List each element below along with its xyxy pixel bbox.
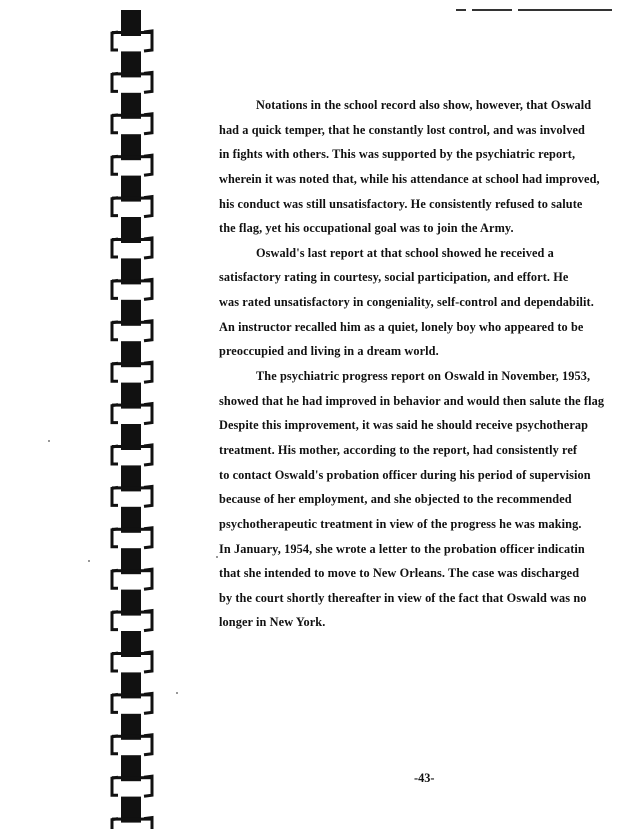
scan-speck [88, 560, 90, 562]
binding-coil [112, 134, 152, 175]
scan-speck [216, 556, 218, 558]
binding-coil [112, 631, 152, 672]
text-line: The psychiatric progress report on Oswald in November, 1953, [256, 369, 591, 384]
binding-coil [112, 714, 152, 755]
paragraph-2 [219, 241, 640, 364]
binding-coil [112, 93, 152, 134]
spiral-binding [108, 0, 164, 829]
binding-coil [112, 10, 152, 51]
text-line: that she intended to move to New Orleans. The case was discharged [219, 566, 580, 581]
text-line: In January, 1954, she wrote a letter to the probation officer indicatin [219, 541, 585, 556]
text-line: showed that he had improved in behavior and would then salute the flag [219, 393, 605, 408]
binding-coil [112, 797, 152, 829]
text-line: preoccupied and living in a dream world. [219, 344, 439, 359]
paragraph-3 [219, 364, 640, 635]
top-rule [456, 9, 616, 12]
text-line: Notations in the school record also show, however, that Oswald [256, 98, 592, 112]
page-body [219, 93, 640, 635]
text-line: by the court shortly thereafter in view of the fact that Oswald was no [219, 590, 587, 605]
text-line: to contact Oswald's probation officer during his period of supervision [219, 467, 591, 482]
text-line: satisfactory rating in courtesy, social participation, and effort. He [219, 270, 569, 285]
text-line: Oswald's last report at that school showed he received a [256, 245, 554, 260]
binding-coil [112, 341, 152, 382]
binding-coil [112, 755, 152, 796]
binding-coil [112, 507, 152, 548]
text-line: An instructor recalled him as a quiet, lonely boy who appeared to be [219, 319, 584, 334]
text-line: longer in New York. [219, 615, 326, 630]
binding-coil [112, 51, 152, 92]
text-line: Despite this improvement, it was said he should receive psychotherap [219, 418, 589, 433]
text-line: psychotherapeutic treatment in view of the progress he was making. [219, 516, 582, 531]
binding-coil [112, 217, 152, 258]
binding-coils [108, 0, 164, 829]
binding-coil [112, 465, 152, 506]
text-line: in fights with others. This was supported by the psychiatric report, [219, 147, 576, 162]
binding-coil [112, 383, 152, 424]
binding-coil [112, 300, 152, 341]
binding-coil [112, 672, 152, 713]
text-line: had a quick temper, that he constantly lost control, and was involved [219, 122, 585, 137]
text-line: the flag, yet his occupational goal was to join the Army. [219, 221, 514, 236]
binding-coil [112, 548, 152, 589]
text-line: because of her employment, and she objected to the recommended [219, 492, 572, 507]
text-line: treatment. His mother, according to the report, had consistently ref [219, 442, 578, 457]
text-line: his conduct was still unsatisfactory. He consistently refused to salute [219, 196, 583, 211]
binding-coil [112, 258, 152, 299]
scan-speck [176, 692, 178, 694]
text-line: wherein it was noted that, while his attendance at school had improved, [219, 171, 600, 186]
binding-coil [112, 590, 152, 631]
scan-speck [48, 440, 50, 442]
binding-coil [112, 424, 152, 465]
paragraph-1 [219, 93, 640, 241]
binding-coil [112, 176, 152, 217]
page-number: -43- [414, 771, 435, 785]
text-line: was rated unsatisfactory in congeniality, self-control and dependabilit. [219, 295, 594, 310]
